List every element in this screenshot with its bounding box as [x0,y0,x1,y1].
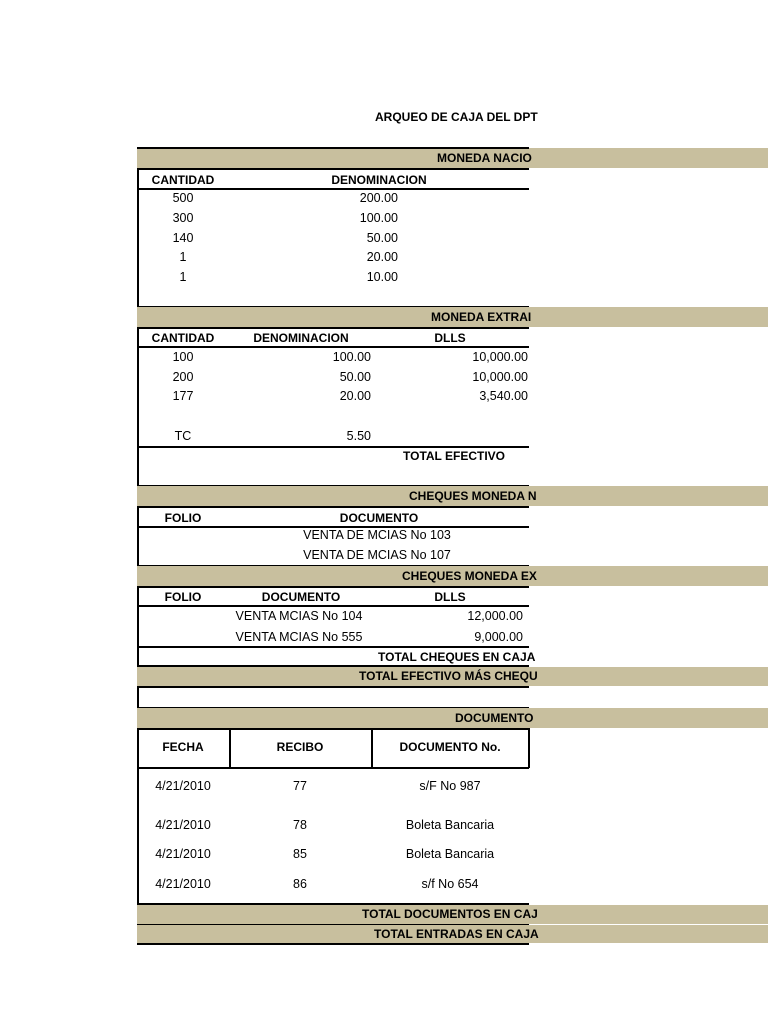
doc-fecha: 4/21/2010 [155,877,211,891]
me-dlls: 3,540.00 [479,389,528,403]
doc-documento: s/F No 987 [419,779,481,793]
moneda-extranjera-header: MONEDA EXTRAI [431,310,532,324]
divider [137,943,529,945]
doc-fecha: 4/21/2010 [155,818,211,832]
divider [137,728,529,730]
col-denominacion-header: DENOMINACION [331,173,427,187]
divider [137,327,529,329]
me-cantidad: 200 [172,370,194,384]
divider [528,728,530,768]
cheque-mn-row: VENTA DE MCIAS No 103 [303,528,451,542]
total-documentos-label: TOTAL DOCUMENTOS EN CAJ [362,907,538,921]
me-denominacion: 50.00 [339,370,371,384]
col-cantidad-header: CANTIDAD [151,173,215,187]
tc-label: TC [174,429,192,443]
page-title: ARQUEO DE CAJA DEL DPT [375,110,538,124]
me-denominacion: 20.00 [339,389,371,403]
col-folio-header: FOLIO [164,511,202,525]
cheque-mn-row: VENTA DE MCIAS No 107 [303,548,451,562]
col-fecha-header: FECHA [162,740,204,754]
divider [137,506,529,508]
tc-value: 5.50 [346,429,371,443]
doc-recibo: 85 [293,847,307,861]
doc-fecha: 4/21/2010 [155,847,211,861]
moneda-nacional-header: MONEDA NACIO [437,151,532,165]
mn-cantidad: 1 [179,270,187,284]
divider [137,605,529,607]
divider [137,168,529,170]
mn-denominacion: 10.00 [366,270,398,284]
mn-cantidad: 300 [172,211,194,225]
doc-documento: Boleta Bancaria [405,818,495,832]
doc-documento: Boleta Bancaria [405,847,495,861]
documentos-header: DOCUMENTO [455,711,534,725]
total-efectivo-mas-label: TOTAL EFECTIVO MÁS CHEQU [359,669,538,683]
divider [137,188,529,190]
mn-cantidad: 140 [172,231,194,245]
band-documentos [137,708,768,728]
mn-denominacion: 200.00 [359,191,398,205]
divider [137,147,529,149]
cheque-me-dlls: 12,000.00 [467,609,523,623]
divider [137,446,529,448]
mn-denominacion: 50.00 [366,231,398,245]
doc-documento: s/f No 654 [421,877,479,891]
col-folio-header: FOLIO [164,590,202,604]
divider [137,767,529,769]
total-cheques-label: TOTAL CHEQUES EN CAJA [378,650,536,664]
me-cantidad: 100 [172,350,194,364]
col-documento-header: DOCUMENTO [261,590,341,604]
total-efectivo-label: TOTAL EFECTIVO [403,449,506,463]
me-denominacion: 100.00 [332,350,371,364]
cheque-me-dlls: 9,000.00 [474,630,523,644]
cheques-me-header: CHEQUES MONEDA EX [402,569,537,583]
doc-recibo: 78 [293,818,307,832]
me-dlls: 10,000.00 [472,350,528,364]
col-denominacion-header: DENOMINACION [253,331,349,345]
doc-recibo: 77 [293,779,307,793]
cheque-me-documento: VENTA MCIAS No 555 [235,630,363,644]
divider [137,346,529,348]
col-documento-no-header: DOCUMENTO No. [399,740,501,754]
col-dlls-header: DLLS [434,331,466,345]
col-documento-header: DOCUMENTO [339,511,419,525]
doc-recibo: 86 [293,877,307,891]
divider [137,686,529,688]
mn-denominacion: 20.00 [366,250,398,264]
col-dlls-header: DLLS [434,590,466,604]
divider [371,728,373,768]
mn-cantidad: 500 [172,191,194,205]
cheque-me-documento: VENTA MCIAS No 104 [235,609,363,623]
mn-denominacion: 100.00 [359,211,398,225]
doc-fecha: 4/21/2010 [155,779,211,793]
divider [137,586,529,588]
mn-cantidad: 1 [179,250,187,264]
col-recibo-header: RECIBO [276,740,324,754]
divider [137,646,529,648]
divider [229,728,231,768]
me-dlls: 10,000.00 [472,370,528,384]
me-cantidad: 177 [172,389,194,403]
cheques-mn-header: CHEQUES MONEDA N [409,489,537,503]
total-entradas-label: TOTAL ENTRADAS EN CAJA [374,927,539,941]
col-cantidad-header: CANTIDAD [151,331,215,345]
